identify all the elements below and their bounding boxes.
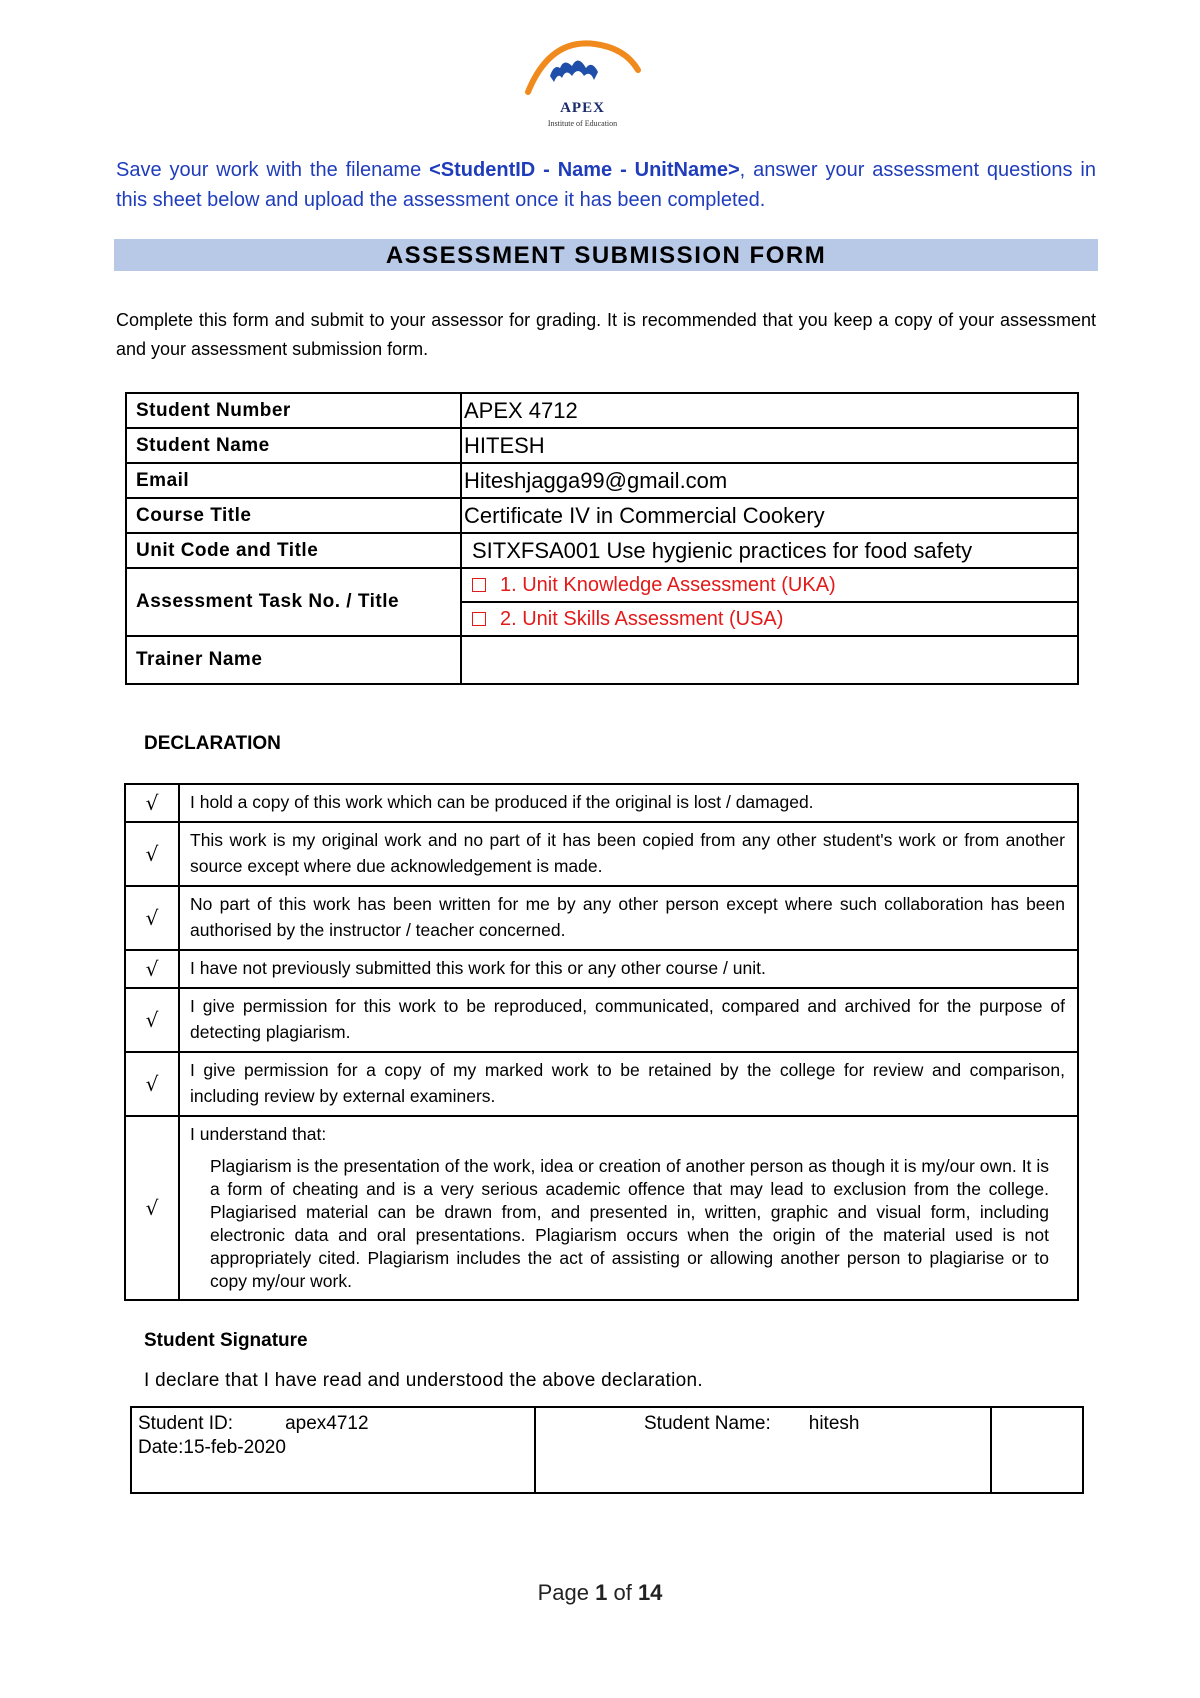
table-row (125, 822, 1078, 886)
date-line (138, 1436, 528, 1460)
trainer-name-field[interactable] (461, 636, 1078, 684)
tick-icon: √ (125, 1052, 179, 1116)
table-row (125, 1052, 1078, 1116)
intro-instructions (116, 155, 1096, 215)
table-row (131, 1407, 1083, 1493)
student-id-value: apex4712 (285, 1413, 369, 1434)
tick-icon: √ (125, 886, 179, 950)
email-field[interactable]: Hiteshjagga99@gmail.com (461, 463, 1078, 498)
plagiarism-item (179, 1116, 1078, 1300)
plagiarism-text: Plagiarism is the presentation of the work, idea or creation of another person as though it is my/our own. It is a form of cheating and is a very serious academic offence that may lead to exclusion from the college. Plagiarised material can be drawn from, and presented in, written, graphic and visual form, including electronic data and oral presentations. Plagiarism occurs when the origin of the material used is not appropriately cited. Plagiarism includes the act of assisting or allowing another person to plagiarise or to copy my/our work. (210, 1156, 1049, 1291)
table-row (126, 428, 1078, 463)
task-option-label: 2. Unit Skills Assessment (USA) (500, 607, 784, 630)
total-page-count: 14 (637, 1580, 663, 1605)
intro-part2: , answer your assessment questions in this sheet below and upload the assessment once it has been completed. (116, 159, 1096, 211)
understand-label: I understand that: (190, 1124, 327, 1144)
task-option-uka[interactable] (461, 568, 1078, 602)
student-number-label: Student Number (126, 393, 461, 428)
declaration-heading: DECLARATION (144, 733, 281, 754)
declaration-item: This work is my original work and no part of it has been copied from any other student's work or from another source except where due acknowledgement is made. (179, 822, 1078, 886)
student-id-date-cell[interactable] (131, 1407, 535, 1493)
tick-icon: √ (125, 822, 179, 886)
logo-subtitle: Institute of Education (547, 119, 618, 128)
student-id-label: Student ID: (138, 1413, 234, 1434)
table-row (126, 533, 1078, 568)
tick-icon: √ (125, 784, 179, 822)
email-label: Email (126, 463, 461, 498)
declaration-item: I give permission for a copy of my marked work to be retained by the college for review and comparison, including review by external examiners. (179, 1052, 1078, 1116)
declaration-item: I have not previously submitted this work for this or any other course / unit. (179, 950, 1078, 988)
assessment-task-label: Assessment Task No. / Title (126, 568, 461, 636)
signature-heading: Student Signature (144, 1330, 308, 1351)
apex-logo (520, 30, 645, 130)
table-row (125, 988, 1078, 1052)
date-label: Date: (138, 1437, 184, 1458)
tick-icon: √ (125, 1116, 179, 1300)
table-row (126, 636, 1078, 684)
declaration-item: I give permission for this work to be reproduced, communicated, compared and archived for the purpose of detecting plagiarism. (179, 988, 1078, 1052)
unit-code-field[interactable]: SITXFSA001 Use hygienic practices for food safety (461, 533, 1078, 568)
table-row (126, 393, 1078, 428)
table-row (125, 950, 1078, 988)
apex-logo-icon (520, 30, 645, 105)
declaration-item: I hold a copy of this work which can be produced if the original is lost / damaged. (179, 784, 1078, 822)
course-title-field[interactable]: Certificate IV in Commercial Cookery (461, 498, 1078, 533)
checkbox-icon[interactable] (472, 612, 486, 626)
form-title: ASSESSMENT SUBMISSION FORM (114, 239, 1098, 271)
date-value: 15-feb-2020 (183, 1437, 286, 1458)
student-name-sig-label: Student Name: (644, 1413, 771, 1434)
checkbox-icon[interactable] (472, 578, 486, 592)
table-row (126, 498, 1078, 533)
tick-icon: √ (125, 950, 179, 988)
page-footer (0, 1580, 1200, 1606)
signature-table (130, 1406, 1084, 1494)
student-name-sig-value: hitesh (808, 1413, 860, 1434)
student-name-label: Student Name (126, 428, 461, 463)
footer-of-word: of (613, 1580, 632, 1605)
student-id-line (138, 1412, 528, 1436)
tick-icon: √ (125, 988, 179, 1052)
footer-page-word: Page (537, 1580, 589, 1605)
signature-statement: I declare that I have read and understood the above declaration. (144, 1370, 703, 1391)
signature-field[interactable] (991, 1407, 1083, 1493)
intro-filename: <StudentID - Name - UnitName> (429, 159, 740, 181)
intro-part1: Save your work with the filename (116, 159, 430, 181)
table-row (125, 886, 1078, 950)
student-name-field[interactable]: HITESH (461, 428, 1078, 463)
trainer-name-label: Trainer Name (126, 636, 461, 684)
unit-code-label: Unit Code and Title (126, 533, 461, 568)
task-option-label: 1. Unit Knowledge Assessment (UKA) (500, 573, 836, 596)
table-row (125, 784, 1078, 822)
table-row (126, 463, 1078, 498)
student-number-field[interactable]: APEX 4712 (461, 393, 1078, 428)
form-instructions: Complete this form and submit to your assessor for grading. It is recommended that you keep a copy of your assessment and your assessment submission form. (116, 310, 1096, 359)
course-title-label: Course Title (126, 498, 461, 533)
declaration-item: No part of this work has been written for me by any other person except where such collaboration has been authorised by the instructor / teacher concerned. (179, 886, 1078, 950)
table-row (126, 568, 1078, 602)
table-row (125, 1116, 1078, 1300)
declaration-table (124, 783, 1079, 1301)
student-info-table (125, 392, 1079, 685)
logo-brand-text: APEX (560, 100, 605, 116)
student-name-cell[interactable] (535, 1407, 991, 1493)
current-page-number: 1 (595, 1580, 608, 1605)
task-option-usa[interactable] (461, 602, 1078, 636)
